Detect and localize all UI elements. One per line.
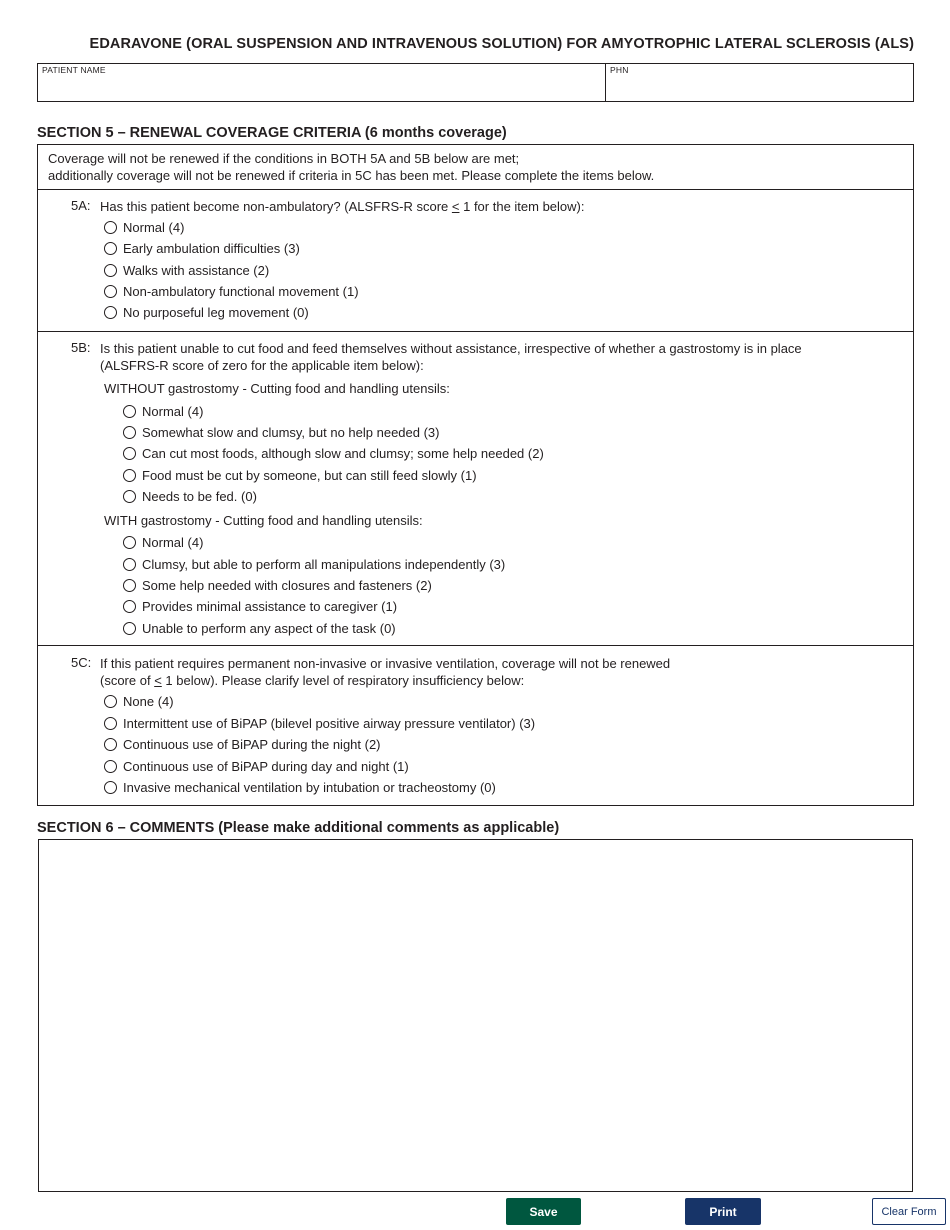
radio-5a-option[interactable]: No purposeful leg movement (0): [104, 303, 309, 321]
radio-button[interactable]: [104, 306, 117, 319]
radio-5b-with-option[interactable]: Unable to perform any aspect of the task (0): [123, 619, 396, 637]
radio-button[interactable]: [104, 760, 117, 773]
radio-button[interactable]: [104, 717, 117, 730]
radio-button[interactable]: [104, 695, 117, 708]
radio-button[interactable]: [104, 221, 117, 234]
radio-5c-option[interactable]: None (4): [104, 692, 174, 710]
radio-5b-without-option[interactable]: Needs to be fed. (0): [123, 487, 257, 505]
radio-5a-option[interactable]: Walks with assistance (2): [104, 261, 269, 279]
radio-button[interactable]: [104, 242, 117, 255]
radio-5c-option[interactable]: Intermittent use of BiPAP (bilevel positive airway pressure ventilator) (3): [104, 714, 535, 732]
with-gastrostomy-heading: WITH gastrostomy - Cutting food and handling utensils:: [104, 513, 423, 528]
radio-button[interactable]: [123, 622, 136, 635]
phn-field[interactable]: [606, 64, 913, 101]
radio-5a-option[interactable]: Normal (4): [104, 218, 184, 236]
phn-input[interactable]: [609, 77, 910, 99]
radio-button[interactable]: [104, 285, 117, 298]
radio-5c-option[interactable]: Continuous use of BiPAP during day and night (1): [104, 757, 409, 775]
intro-line-2: additionally coverage will not be renewed if criteria in 5C has been met. Please complete the items below.: [48, 168, 655, 183]
radio-button[interactable]: [123, 426, 136, 439]
radio-button[interactable]: [123, 447, 136, 460]
radio-button[interactable]: [123, 490, 136, 503]
patient-info-row: [37, 63, 914, 102]
radio-button[interactable]: [123, 469, 136, 482]
patient-name-label: PATIENT NAME: [42, 65, 106, 75]
radio-button[interactable]: [123, 536, 136, 549]
save-button[interactable]: Save: [506, 1198, 581, 1225]
question-5a-block: [38, 190, 913, 332]
radio-button[interactable]: [123, 600, 136, 613]
radio-button[interactable]: [123, 579, 136, 592]
intro-line-1: Coverage will not be renewed if the conditions in BOTH 5A and 5B below are met;: [48, 151, 520, 166]
radio-5a-option[interactable]: Non-ambulatory functional movement (1): [104, 282, 359, 300]
patient-name-input[interactable]: [41, 77, 602, 99]
radio-5c-option[interactable]: Invasive mechanical ventilation by intubation or tracheostomy (0): [104, 778, 496, 796]
radio-5b-with-option[interactable]: Some help needed with closures and fasteners (2): [123, 576, 432, 594]
question-5a-tag: 5A:: [71, 198, 91, 213]
radio-5a-option[interactable]: Early ambulation difficulties (3): [104, 239, 300, 257]
radio-button[interactable]: [104, 264, 117, 277]
radio-5b-with-option[interactable]: Provides minimal assistance to caregiver (1): [123, 597, 397, 615]
print-button[interactable]: Print: [685, 1198, 761, 1225]
radio-5b-without-option[interactable]: Somewhat slow and clumsy, but no help needed (3): [123, 423, 439, 441]
question-5c-tag: 5C:: [71, 655, 92, 670]
section6-heading: SECTION 6 – COMMENTS (Please make additional comments as applicable): [37, 820, 560, 836]
radio-button[interactable]: [123, 405, 136, 418]
without-gastrostomy-heading: WITHOUT gastrostomy - Cutting food and handling utensils:: [104, 381, 450, 396]
question-5b-tag: 5B:: [71, 340, 91, 355]
radio-5b-with-option[interactable]: Normal (4): [123, 533, 203, 551]
radio-5b-without-option[interactable]: Can cut most foods, although slow and clumsy; some help needed (2): [123, 444, 544, 462]
question-5b-text: Is this patient unable to cut food and feed themselves without assistance, irrespective of whether a gastrostomy is in place (ALSFRS-R score of zero for the applicable item below):: [100, 341, 802, 373]
radio-5b-with-option[interactable]: Clumsy, but able to perform all manipulations independently (3): [123, 555, 505, 573]
radio-5b-without-option[interactable]: Normal (4): [123, 402, 203, 420]
phn-label: PHN: [610, 65, 629, 75]
radio-button[interactable]: [104, 738, 117, 751]
section5-criteria-box: [37, 144, 914, 806]
radio-5b-without-option[interactable]: Food must be cut by someone, but can still feed slowly (1): [123, 466, 477, 484]
question-5b-block: [38, 332, 913, 646]
section5-heading: SECTION 5 – RENEWAL COVERAGE CRITERIA (6 months coverage): [37, 125, 507, 141]
form-title: EDARAVONE (ORAL SUSPENSION AND INTRAVENOUS SOLUTION) FOR AMYOTROPHIC LATERAL SCLEROSIS (ALS): [89, 36, 914, 52]
radio-5c-option[interactable]: Continuous use of BiPAP during the night (2): [104, 735, 381, 753]
question-5a-text: Has this patient become non-ambulatory? (ALSFRS-R score < 1 for the item below):: [100, 199, 585, 214]
comments-textarea[interactable]: [39, 840, 912, 1191]
radio-button[interactable]: [104, 781, 117, 794]
question-5c-block: [38, 646, 913, 806]
clear-form-button[interactable]: Clear Form: [872, 1198, 946, 1225]
radio-button[interactable]: [123, 558, 136, 571]
patient-name-field[interactable]: [38, 64, 606, 101]
section5-intro: [38, 145, 913, 190]
comments-box[interactable]: [38, 839, 913, 1192]
question-5c-text: If this patient requires permanent non-invasive or invasive ventilation, coverage will not be renewed (score of < 1 below). Please clarify level of respiratory insufficiency below:: [100, 656, 671, 688]
